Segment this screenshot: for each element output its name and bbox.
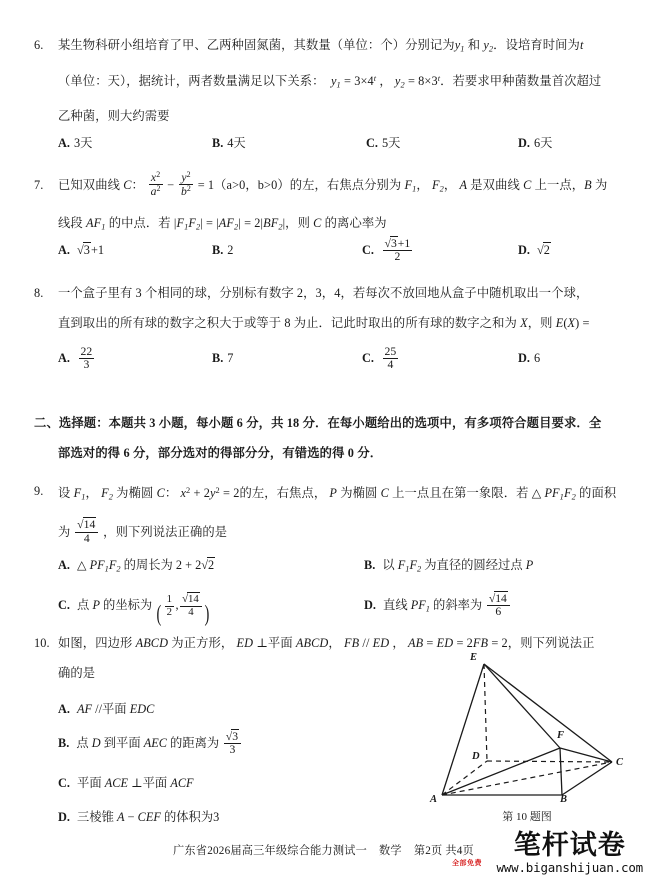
- question-10-figure: [424, 652, 630, 827]
- question-7-line-1: 已知双曲线 C： $\frac{x^2}{a^2}$ − $\frac{y^2}{b^2}$ = 1（a>0，b>0）的左，右焦点分别为 $F_1$， $F_2$， A 是双曲线 C 上一点，B 为: [58, 169, 608, 199]
- question-8-option-a[interactable]: A. $\frac{22}{3}$: [58, 344, 93, 372]
- question-8-line-1: 一个盒子里有 3 个相同的球，分别标有数字 2，3，4，若每次不放回地从盒子中随机取出一个球，: [58, 286, 589, 300]
- question-6-option-b[interactable]: B. 4天: [212, 136, 246, 150]
- question-9-line-1: 设 $F_1$， $F_2$ 为椭圆 C： $x^2 + 2y^2 = 2$的左，右焦点， P 为椭圆 C 上一点且在第一象限．若 △ $PF_1F_2$ 的面积: [58, 486, 617, 502]
- question-9-option-c[interactable]: C. 点 P 的坐标为 ( $\frac{1}{2}$ , $\frac{√14}{4}$ ): [58, 593, 210, 627]
- question-7-option-b[interactable]: B. 2: [212, 243, 234, 257]
- footer-exam-title: 广东省2026届高三年级综合能力测试一: [173, 845, 368, 857]
- question-7-option-c[interactable]: C. $\frac{√3+1}{2}$: [362, 236, 411, 264]
- question-6-options: [0, 128, 647, 158]
- question-7-options: [0, 235, 647, 275]
- figure-vertex-label-E: E: [470, 652, 478, 663]
- watermark-free-tag: 全部免费: [452, 859, 482, 867]
- footer-page-number: 第2页 共4页: [413, 845, 474, 857]
- question-6-option-d[interactable]: D. 6天: [518, 136, 553, 150]
- question-8-option-b[interactable]: B. 7: [212, 351, 234, 365]
- question-10-number: 10.: [34, 636, 50, 650]
- question-9-number: 9.: [34, 484, 44, 498]
- watermark-url: www.biganshijuan.com: [496, 860, 643, 875]
- section-heading-line-1: 二、选择题：本题共 3 小题，每小题 6 分，共 18 分．在每小题给出的选项中，有多项符合题目要求．全: [34, 416, 602, 430]
- watermark-brand: 笔杆试卷: [513, 830, 626, 861]
- question-6-line-1: 某生物科研小组培育了甲、乙两种固氮菌，其数量（单位：个）分别记为$y_1$ 和 $y_2$．设培育时间为t: [58, 38, 584, 54]
- question-9-options: [0, 548, 647, 627]
- question-9: [34, 474, 620, 549]
- question-10-line-2: 确的是: [58, 666, 96, 680]
- figure-vertex-label-A: A: [430, 794, 438, 805]
- question-8-option-c[interactable]: C. $\frac{25}{4}$: [362, 344, 397, 372]
- question-9-line-2: 为 $\frac{√14}{4}$ ，则下列说法正确的是: [58, 518, 228, 545]
- question-7-option-a[interactable]: A. √3+1: [58, 243, 105, 257]
- question-6-option-a[interactable]: A. 3天: [58, 136, 93, 150]
- question-8-number: 8.: [34, 286, 44, 300]
- solid-geometry-diagram: [424, 652, 630, 812]
- section-heading-line-2: 部选对的得 6 分，部分选对的得部分分，有错选的得 0 分．: [58, 446, 383, 460]
- question-6-line-2: （单位：天），据统计，两者数量满足以下关系： $y_1 = 3\times 4^t$ ， $y_2 = 8\times 3^t$．若要求甲种菌数量首次超过: [58, 74, 602, 90]
- question-10-option-d[interactable]: D. 三棱锥 A − CEF 的体积为3: [58, 810, 220, 824]
- question-7-number: 7.: [34, 178, 44, 192]
- question-9-option-a[interactable]: A. △ $PF_1F_2$ 的周长为 2 + 2√2: [58, 558, 215, 574]
- footer-subject: 数学: [379, 845, 402, 857]
- watermark: [496, 832, 643, 875]
- question-6-line-3: 乙种菌，则大约需要: [58, 108, 170, 123]
- figure-vertex-label-B: B: [560, 794, 568, 805]
- question-10-option-c[interactable]: C. 平面 ACE ⊥平面 ACF: [58, 776, 194, 790]
- question-7-line-2: 线段 $AF_1$ 的中点．若 $|F_1F_2| = |AF_2| = 2|BF_2|$，则 C 的离心率为: [58, 216, 387, 232]
- question-10-option-a[interactable]: A. AF //平面 EDC: [58, 702, 155, 716]
- figure-caption: 第 10 题图: [502, 811, 552, 823]
- figure-vertex-label-F: F: [557, 730, 565, 741]
- question-7-option-d[interactable]: D. √2: [518, 243, 550, 257]
- section-heading: [34, 408, 620, 468]
- question-8: [34, 278, 614, 338]
- question-6: [34, 30, 614, 131]
- question-8-line-2: 直到取出的所有球的数字之积大于或等于 8 为止．记此时取出的所有球的数字之和为 X，则 E(X) =: [58, 316, 590, 330]
- question-6-number: 6.: [34, 38, 44, 52]
- question-6-option-c[interactable]: C. 5天: [366, 136, 401, 150]
- question-8-options: [0, 343, 647, 383]
- question-9-option-b[interactable]: B. 以 $F_1F_2$ 为直径的圆经过点 P: [364, 558, 534, 574]
- question-10-option-b[interactable]: B. 点 D 到平面 AEC 的距离为 $\frac{√3}{3}$: [58, 726, 243, 760]
- question-10-line-1: 如图，四边形 ABCD 为正方形， ED ⊥平面 ABCD， FB // ED ， AB = ED = 2FB = 2，则下列说法正: [58, 636, 595, 650]
- question-7: [34, 168, 614, 245]
- figure-vertex-label-C: C: [616, 757, 624, 768]
- question-8-option-d[interactable]: D. 6: [518, 351, 541, 365]
- figure-vertex-label-D: D: [472, 751, 480, 762]
- question-9-option-d[interactable]: D. 直线 $PF_1$ 的斜率为 $\frac{√14}{6}$: [364, 588, 511, 626]
